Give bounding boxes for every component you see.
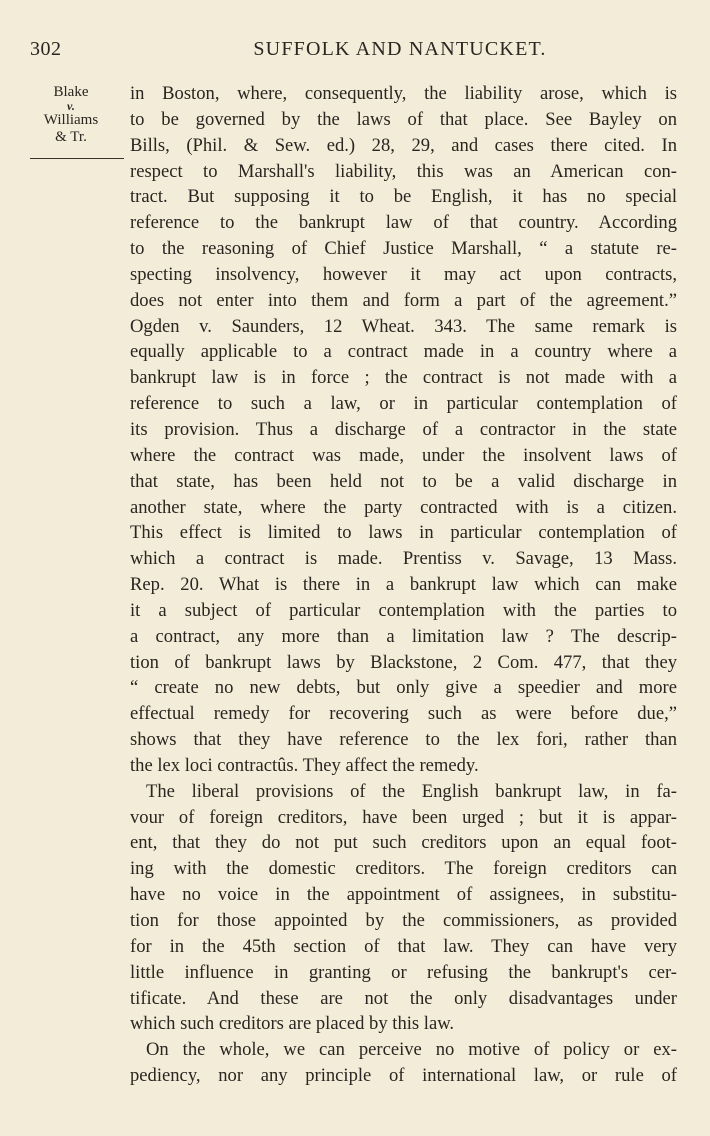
case-name-margin-note	[24, 84, 118, 146]
text-line: to the reasoning of Chief Justice Marshall, “ a statute re-	[130, 238, 677, 260]
text-line: Rep. 20. What is there in a bankrupt law which can make	[130, 574, 677, 596]
text-line: ent, that they do not put such creditors upon an equal foot-	[130, 832, 677, 854]
text-line: tificate. And these are not the only disadvantages under	[130, 987, 677, 1009]
text-line: tract. But supposing it to be English, it has no special	[130, 186, 677, 208]
text-line: does not enter into them and form a part of the agreement.”	[130, 289, 677, 311]
text-line: that state, has been held not to be a valid discharge in	[130, 470, 677, 492]
text-line: reference to such a law, or in particular contemplation of	[130, 393, 677, 415]
text-line: respect to Marshall's liability, this was an American con-	[130, 160, 677, 182]
text-line: another state, where the party contracted with is a citizen.	[130, 496, 677, 518]
margin-rule	[30, 158, 124, 159]
text-line: vour of foreign creditors, have been urged ; but it is appar-	[130, 806, 677, 828]
text-line: This effect is limited to laws in particular contemplation of	[130, 522, 677, 544]
text-line: for in the 45th section of that law. They can have very	[130, 935, 677, 957]
text-line: reference to the bankrupt law of that country. According	[130, 212, 677, 234]
text-line: tion for those appointed by the commissioners, as provided	[130, 910, 677, 931]
text-line: specting insolvency, however it may act upon contracts,	[130, 263, 677, 285]
text-line: to be governed by the laws of that place. See Bayley on	[130, 108, 677, 130]
text-line: bankrupt law is in force ; the contract is not made with a	[130, 367, 677, 389]
body-text	[130, 81, 677, 1089]
text-line: pediency, nor any principle of international law, or rule of	[130, 1065, 677, 1087]
text-line: little influence in granting or refusing the bankrupt's cer-	[130, 961, 677, 983]
text-line: tion of bankrupt laws by Blackstone, 2 Com. 477, that they	[130, 651, 677, 673]
page-number: 302	[30, 38, 62, 60]
margin-party-1: Blake	[53, 84, 89, 100]
paragraph-start-line: The liberal provisions of the English bankrupt law, in fa-	[146, 780, 677, 802]
text-line: in Boston, where, consequently, the liability arose, which is	[130, 83, 677, 104]
margin-party-3: & Tr.	[55, 129, 87, 145]
text-line: its provision. Thus a discharge of a contractor in the state	[130, 418, 677, 440]
text-line: equally applicable to a contract made in a country where a	[130, 341, 677, 363]
margin-party-2: Williams	[43, 112, 99, 128]
text-line: which a contract is made. Prentiss v. Savage, 13 Mass.	[130, 548, 677, 570]
running-head: SUFFOLK AND NANTUCKET.	[253, 38, 547, 60]
text-line: ing with the domestic creditors. The foreign creditors can	[130, 858, 677, 880]
text-line: Bills, (Phil. & Sew. ed.) 28, 29, and cases there cited. In	[130, 134, 677, 156]
text-line: where the contract was made, under the insolvent laws of	[130, 444, 677, 466]
text-line: shows that they have reference to the lex fori, rather than	[130, 729, 677, 751]
text-line: it a subject of particular contemplation with the parties to	[130, 599, 677, 621]
paragraph-end-line: the lex loci contractûs. They affect the remedy.	[130, 754, 479, 776]
text-line: have no voice in the appointment of assignees, in substitu-	[130, 884, 677, 906]
text-line: “ create no new debts, but only give a speedier and more	[130, 677, 677, 699]
margin-versus: v.	[67, 99, 75, 113]
text-line: Ogden v. Saunders, 12 Wheat. 343. The same remark is	[130, 315, 677, 337]
text-line: effectual remedy for recovering such as were before due,”	[130, 703, 677, 725]
text-line: a contract, any more than a limitation law ? The descrip-	[130, 625, 677, 647]
paragraph-end-line: which such creditors are placed by this law.	[130, 1013, 455, 1035]
paragraph-start-line: On the whole, we can perceive no motive of policy or ex-	[146, 1039, 677, 1061]
